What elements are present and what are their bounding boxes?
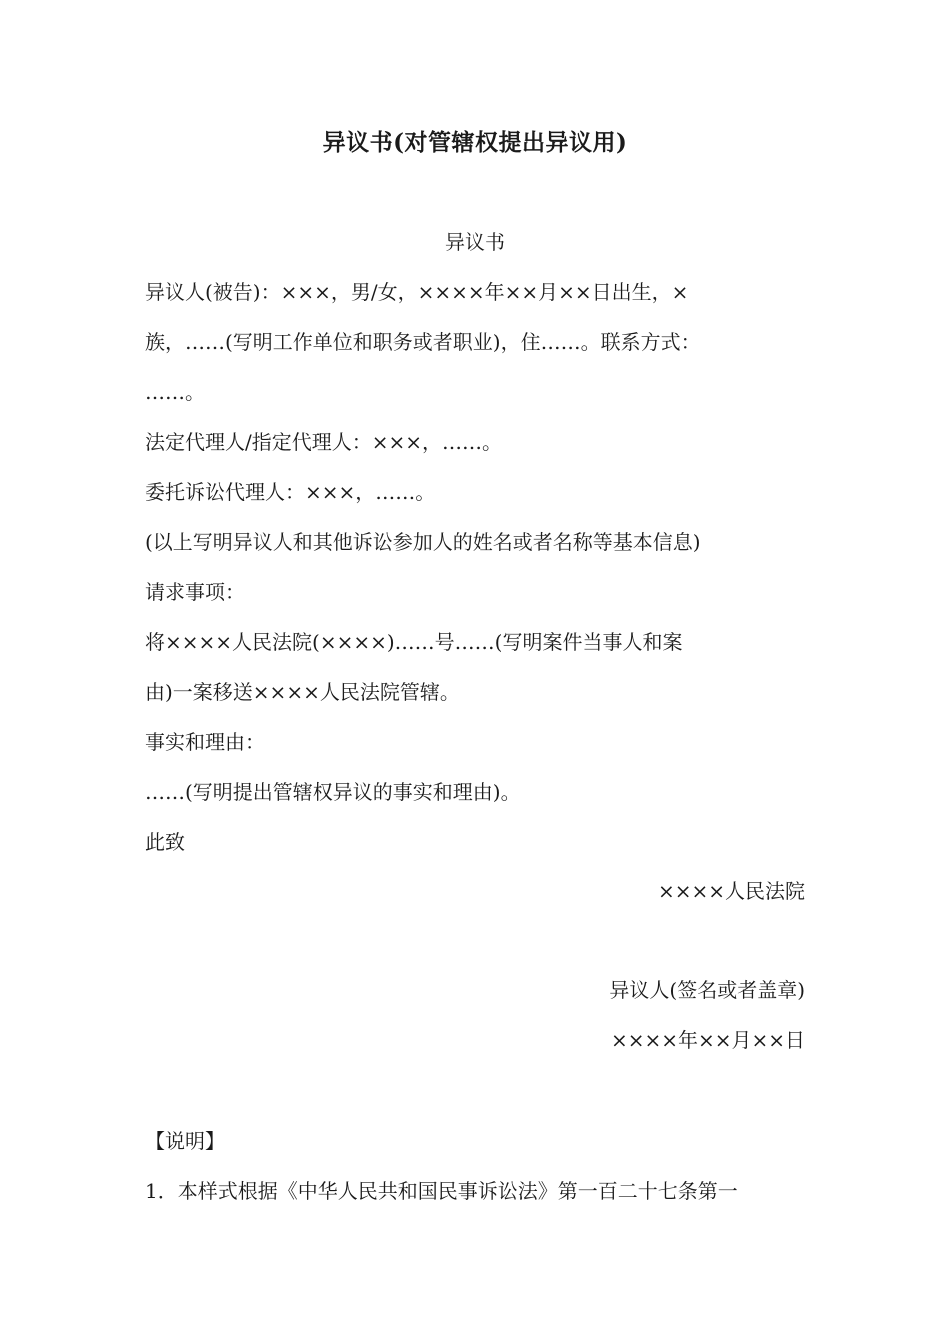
request-line-2: 由)一案移送××××人民法院管辖。 <box>145 680 460 704</box>
legal-agent-line: 法定代理人/指定代理人：×××，……。 <box>145 430 503 454</box>
objector-line-2: 族，……(写明工作单位和职务或者职业)，住……。联系方式： <box>145 330 701 354</box>
entrusted-agent-line: 委托诉讼代理人：×××，……。 <box>145 480 436 504</box>
salutation: 此致 <box>145 830 185 854</box>
document-title: 异议书(对管辖权提出异议用) <box>322 129 628 156</box>
request-heading: 请求事项： <box>145 580 245 604</box>
facts-heading: 事实和理由： <box>145 730 265 754</box>
notes-heading: 【说明】 <box>145 1129 225 1153</box>
facts-line: ……(写明提出管辖权异议的事实和理由)。 <box>145 780 521 804</box>
signature-line: 异议人(签名或者盖章) <box>609 978 805 1002</box>
objector-line-3: ……。 <box>145 380 205 404</box>
court-name: ××××人民法院 <box>657 879 805 903</box>
date-line: ××××年××月××日 <box>610 1028 805 1052</box>
request-line-1: 将××××人民法院(××××)……号……(写明案件当事人和案 <box>145 630 683 654</box>
info-note-line: (以上写明异议人和其他诉讼参加人的姓名或者名称等基本信息) <box>145 530 701 554</box>
note-item-1: 1．本样式根据《中华人民共和国民事诉讼法》第一百二十七条第一 <box>145 1179 738 1203</box>
objector-line-1: 异议人(被告)：×××，男/女，××××年××月××日出生，× <box>145 280 689 304</box>
document-subtitle: 异议书 <box>445 230 505 254</box>
